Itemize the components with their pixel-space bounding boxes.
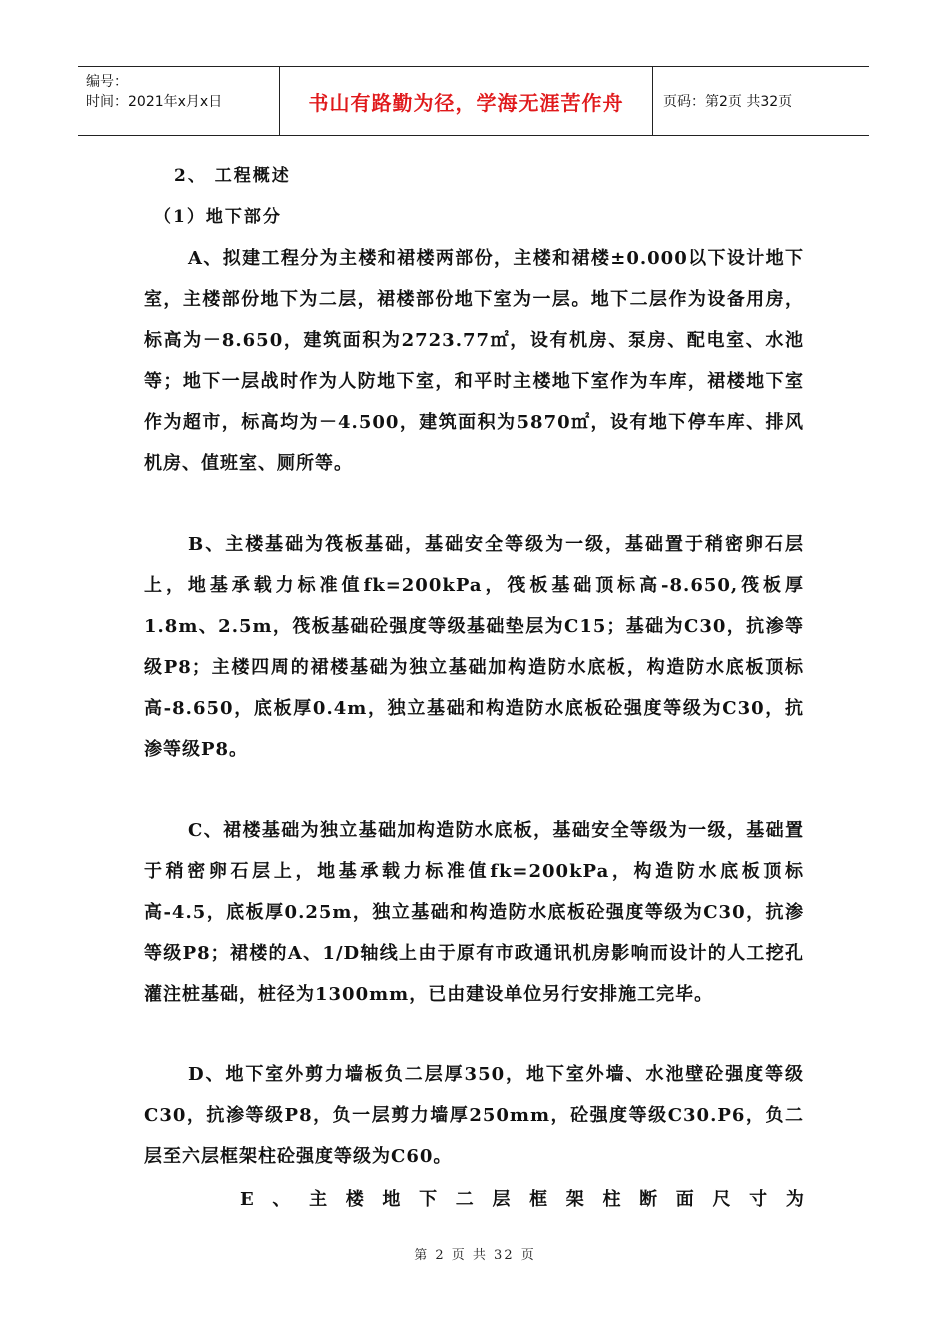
paragraph-e-char: E <box>240 1189 254 1210</box>
paragraph-a: A、拟建工程分为主楼和裙楼两部份，主楼和裙楼±0.000以下设计地下室，主楼部份地下为二层，裙楼部份地下室为一层。地下二层作为设备用房，标高为－8.650，建筑面积为2723.77㎡，设有机房、泵房、配电室、水池等；地下一层战时作为人防地下室，和平时主楼地下室作为车库，裙楼地下室作为超市，标高均为－4.500，建筑面积为5870㎡，设有地下停车库、排风机房、值班室、厕所等。 <box>144 248 804 474</box>
paragraph-e-char: 断 <box>639 1189 658 1210</box>
paragraph-e-char: 楼 <box>345 1189 364 1210</box>
paragraph-e-char: 主 <box>309 1189 328 1210</box>
header-table <box>78 66 869 136</box>
paragraph-e-char: 框 <box>529 1189 548 1210</box>
paragraph-e-char: 柱 <box>602 1189 621 1210</box>
header-motto: 书山有路勤为径，学海无涯苦作舟 <box>280 67 653 135</box>
paragraph-e-char: 面 <box>675 1189 694 1210</box>
page-footer: 第 2 页 共 32 页 <box>414 1248 536 1263</box>
paragraph-e-char: 下 <box>419 1189 438 1210</box>
paragraph-c: C、裙楼基础为独立基础加构造防水底板，基础安全等级为一级，基础置于稍密卵石层上，地基承载力标准值fk=200kPa，构造防水底板顶标高-4.5，底板厚0.25m，独立基础和构造防水底板砼强度等级为C30，抗渗等级P8；裙楼的A、1/D轴线上由于原有市政通讯机房影响而设计的人工挖孔灌注桩基础，桩径为1300mm，已由建设单位另行安排施工完毕。 <box>144 820 804 1005</box>
header-meta-cell <box>78 67 280 135</box>
section-subheading: （1）地下部分 <box>154 207 282 227</box>
paragraph-e-char: 架 <box>565 1189 584 1210</box>
paragraph-e-char: 寸 <box>749 1189 768 1210</box>
paragraph-e-char: 层 <box>492 1189 511 1210</box>
paragraph-d: D、地下室外剪力墙板负二层厚350，地下室外墙、水池壁砼强度等级C30，抗渗等级P8，负一层剪力墙厚250mm，砼强度等级C30.P6，负二层至六层框架柱砼强度等级为C60。 <box>144 1064 804 1167</box>
paragraph-e <box>240 1179 804 1220</box>
header-page-label: 页码：第2页 共32页 <box>663 94 793 110</box>
paragraph-e-char: 为 <box>785 1189 804 1210</box>
paragraph-e-char: 地 <box>382 1189 401 1210</box>
paragraph-e-char: 二 <box>455 1189 474 1210</box>
paragraph-e-char: 、 <box>272 1189 291 1210</box>
paragraph-e-char: 尺 <box>712 1189 731 1210</box>
document-date-label: 时间：2021年x月x日 <box>86 94 223 110</box>
section-heading: 2、 工程概述 <box>174 166 291 186</box>
paragraph-b: B、主楼基础为筏板基础，基础安全等级为一级，基础置于稍密卵石层上，地基承载力标准值fk=200kPa，筏板基础顶标高-8.650,筏板厚1.8m、2.5m，筏板基础砼强度等级基础垫层为C15；基础为C30，抗渗等级P8；主楼四周的裙楼基础为独立基础加构造防水底板，构造防水底板顶标高-8.650，底板厚0.4m，独立基础和构造防水底板砼强度等级为C30，抗渗等级P8。 <box>144 534 804 760</box>
document-number-label: 编号： <box>86 74 128 90</box>
